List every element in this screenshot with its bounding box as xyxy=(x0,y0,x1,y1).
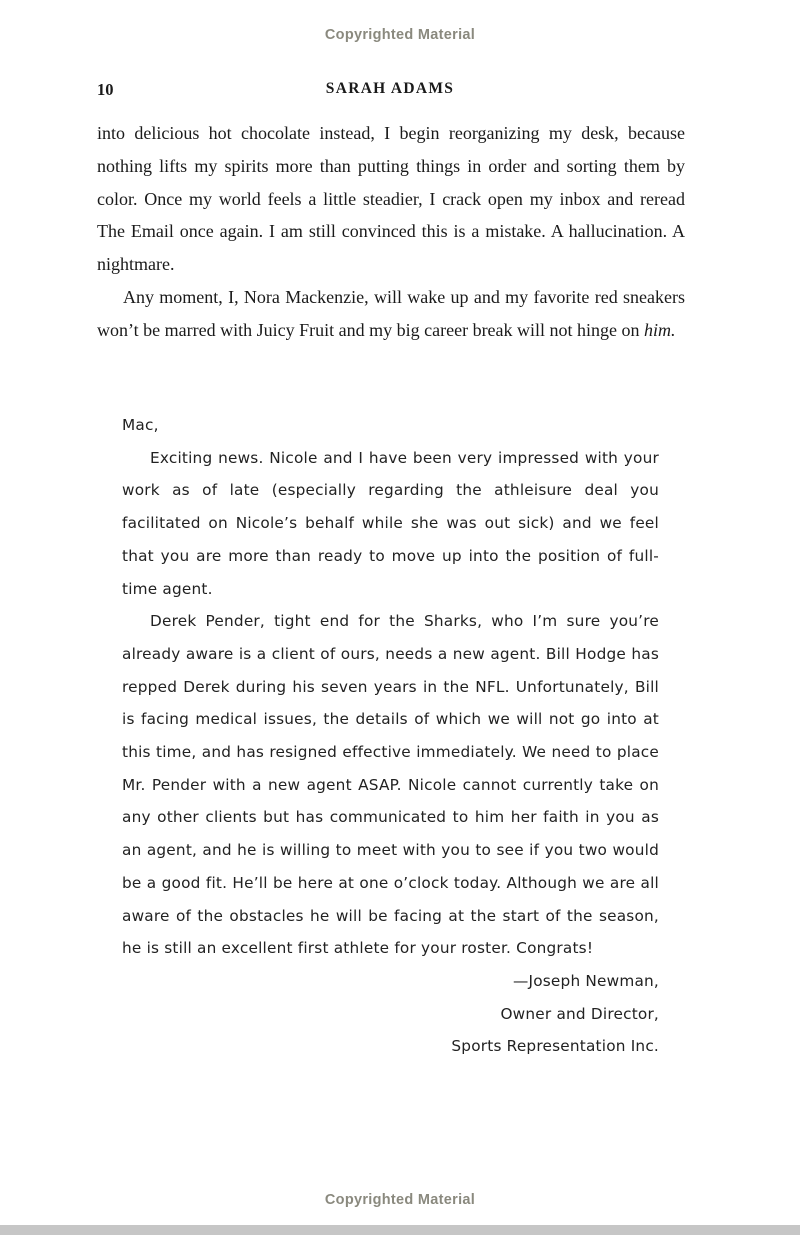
copyright-notice-bottom: Copyrighted Material xyxy=(324,1192,476,1208)
email-salutation: Mac, xyxy=(122,416,159,434)
paragraph-2 xyxy=(97,281,685,347)
email-block xyxy=(122,409,659,1063)
signature-name: —Joseph Newman, xyxy=(512,971,659,990)
emphasis-him: him. xyxy=(644,319,676,340)
bottom-bar xyxy=(0,1225,800,1235)
signature-company: Sports Representation Inc. xyxy=(451,1037,659,1056)
email-paragraph-1: Exciting news. Nicole and I have been very impressed with your work as of late (especially regarding the athleisure deal you facilitated on Nicole’s behalf while she was out sick) and we feel that you are more than ready to move up into the position of full-time agent. xyxy=(122,448,659,598)
paragraph-2-text: Any moment, I, Nora Mackenzie, will wake up and my favorite red sneakers won’t be marred with Juicy Fruit and my big career break will not hinge on xyxy=(97,286,685,340)
page-number: 10 xyxy=(97,80,114,99)
running-title: SARAH ADAMS xyxy=(325,80,455,97)
email-paragraph-2: Derek Pender, tight end for the Sharks, who I’m sure you’re already aware is a client of ours, needs a new agent. Bill Hodge has repped Derek during his seven years in the NFL. Unfortunately, Bill is facing medical issues, the details of which we will not go into at this time, and has resigned effective immediately. We need to place Mr. Pender with a new agent ASAP. Nicole cannot currently take on any other clients but has communicated to him her faith in you as an agent, and he is willing to meet with you to see if you two would be a good fit. He’ll be here at one o’clock today. Although we are all aware of the obstacles he will be facing at the start of the season, he is still an excellent first athlete for your roster. Congrats! xyxy=(122,612,659,958)
page-header xyxy=(0,80,800,104)
copyright-notice-top: Copyrighted Material xyxy=(324,27,476,43)
paragraph-1: into delicious hot chocolate instead, I begin reorganizing my desk, because nothing lifts my spirits more than putting things in order and sorting them by color. Once my world feels a little steadier, I crack open my inbox and reread The Email once again. I am still convinced this is a mistake. A hallucination. A nightmare. xyxy=(97,123,685,275)
signature-role: Owner and Director, xyxy=(500,1004,659,1023)
body-text xyxy=(97,117,685,347)
